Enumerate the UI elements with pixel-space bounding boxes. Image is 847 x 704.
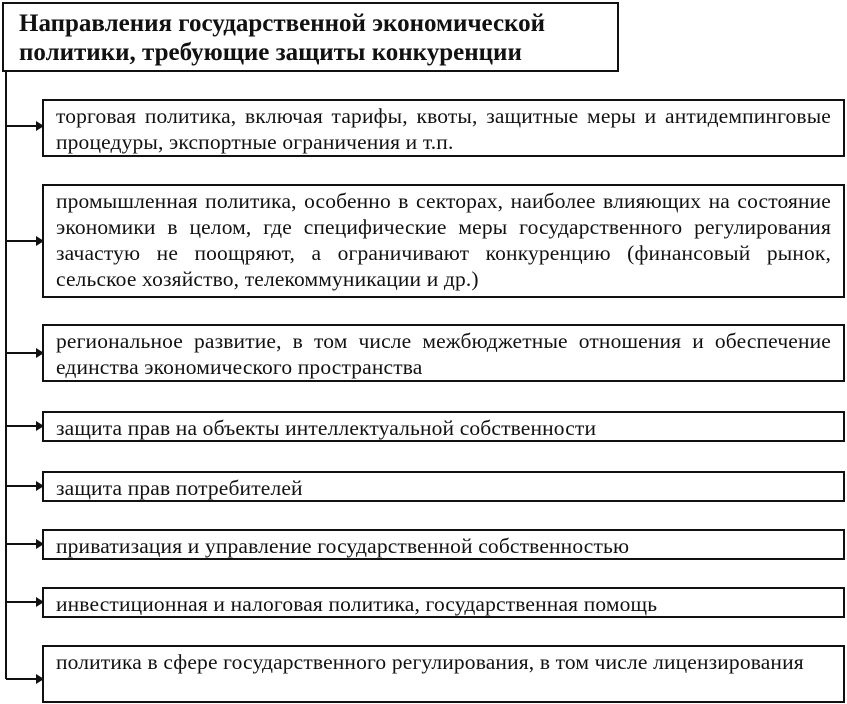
arrow-icon xyxy=(6,125,38,127)
policy-item-consumer-rights: защита прав потребителей xyxy=(42,471,845,502)
policy-item-investment-tax: инвестиционная и налоговая политика, государственная помощь xyxy=(42,587,845,618)
policy-item-intellectual-property: защита прав на объекты интеллектуальной собственности xyxy=(42,411,845,442)
arrow-icon xyxy=(6,240,38,242)
arrow-icon xyxy=(6,601,38,603)
arrow-icon xyxy=(6,543,38,545)
connector-spine xyxy=(5,72,7,679)
policy-item-trade: торговая политика, включая тарифы, квоты, защитные меры и антидемпинговые процедуры, экспортные ограничения и т.п. xyxy=(42,99,845,157)
arrow-icon xyxy=(6,678,38,680)
arrow-icon xyxy=(6,485,38,487)
policy-item-industrial: промышленная политика, особенно в секторах, наиболее влияющих на состояние экономики в целом, где специфические меры государственного регулирования зачастую не поощряют, а ограничивают конкуренцию (финансовый рынок, сельское хозяйство, телекоммуникации и др.) xyxy=(42,184,845,298)
policy-item-privatization: приватизация и управление государственной собственностью xyxy=(42,529,845,560)
arrow-icon xyxy=(6,425,38,427)
policy-item-state-regulation: политика в сфере государственного регулирования, в том числе лицензирования xyxy=(42,645,845,703)
arrow-icon xyxy=(6,352,38,354)
diagram-title: Направления государственной экономической политики, требующие защиты конкуренции xyxy=(2,2,619,72)
policy-item-regional: региональное развитие, в том числе межбюджетные отношения и обеспечение единства экономического пространства xyxy=(42,324,845,382)
